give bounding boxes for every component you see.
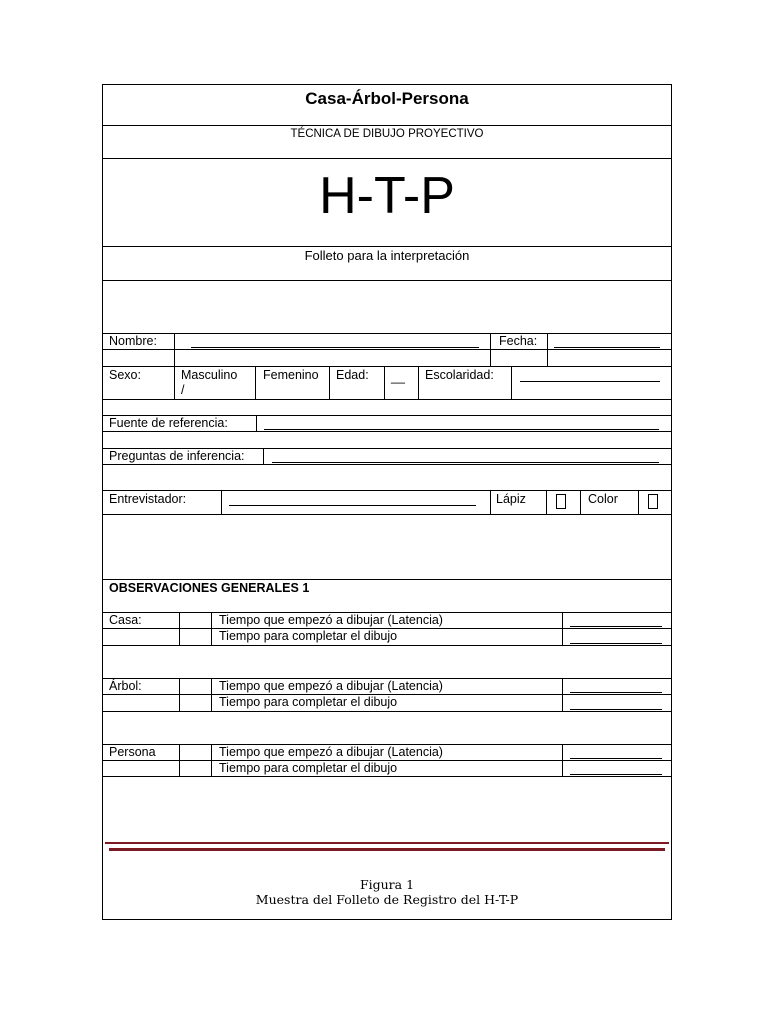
entrevistador-label: Entrevistador: bbox=[109, 492, 187, 506]
casa-complete-label: Tiempo para completar el dibujo bbox=[219, 629, 398, 643]
divider bbox=[103, 349, 671, 350]
arbol-complete-label: Tiempo para completar el dibujo bbox=[219, 695, 398, 709]
nombre-label: Nombre: bbox=[109, 334, 157, 348]
entrevistador-field[interactable] bbox=[229, 505, 476, 506]
divider bbox=[103, 464, 671, 465]
booklet-label: Folleto para la interpretación bbox=[304, 248, 470, 263]
color-label: Color bbox=[588, 492, 618, 506]
divider bbox=[103, 776, 671, 777]
persona-latency-label: Tiempo que empezó a dibujar (Latencia) bbox=[219, 745, 443, 759]
persona-complete-label: Tiempo para completar el dibujo bbox=[219, 761, 398, 775]
persona-latency-field[interactable] bbox=[570, 758, 662, 759]
preguntas-label: Preguntas de inferencia: bbox=[109, 449, 245, 463]
casa-latency-field[interactable] bbox=[570, 626, 662, 627]
casa-complete-field[interactable] bbox=[570, 643, 662, 644]
figure-number: Figura 1 bbox=[359, 877, 415, 892]
divider bbox=[103, 158, 671, 159]
casa-label: Casa: bbox=[109, 613, 142, 627]
divider bbox=[103, 579, 671, 580]
divider bbox=[103, 514, 671, 515]
lapiz-checkbox[interactable] bbox=[556, 494, 566, 509]
lapiz-label: Lápiz bbox=[496, 492, 526, 506]
divider bbox=[103, 333, 671, 334]
divider bbox=[103, 399, 671, 400]
escolaridad-label: Escolaridad: bbox=[425, 368, 494, 382]
divider bbox=[103, 125, 671, 126]
fuente-label: Fuente de referencia: bbox=[109, 416, 228, 430]
nombre-field[interactable] bbox=[191, 347, 479, 348]
fuente-field[interactable] bbox=[264, 429, 659, 430]
preguntas-field[interactable] bbox=[272, 462, 659, 463]
sexo-label: Sexo: bbox=[109, 368, 141, 382]
divider bbox=[103, 366, 671, 367]
persona-complete-field[interactable] bbox=[570, 774, 662, 775]
divider bbox=[103, 246, 671, 247]
escolaridad-field[interactable] bbox=[520, 381, 660, 382]
arbol-latency-field[interactable] bbox=[570, 692, 662, 693]
accent-line-bottom bbox=[109, 848, 665, 851]
arbol-complete-field[interactable] bbox=[570, 709, 662, 710]
arbol-latency-label: Tiempo que empezó a dibujar (Latencia) bbox=[219, 679, 443, 693]
fecha-label: Fecha: bbox=[499, 334, 538, 348]
casa-latency-label: Tiempo que empezó a dibujar (Latencia) bbox=[219, 613, 443, 627]
edad-label: Edad: bbox=[336, 368, 369, 382]
figure-caption: Muestra del Folleto de Registro del H-T-P bbox=[255, 892, 519, 907]
masculino-option[interactable]: Masculino bbox=[181, 368, 238, 382]
divider bbox=[103, 431, 671, 432]
color-checkbox[interactable] bbox=[648, 494, 658, 509]
divider bbox=[103, 490, 671, 491]
accent-line-top bbox=[105, 842, 669, 844]
test-code: H-T-P bbox=[319, 167, 455, 225]
htp-registration-form bbox=[102, 84, 672, 920]
fecha-field[interactable] bbox=[554, 347, 660, 348]
divider bbox=[103, 711, 671, 712]
persona-label: Persona bbox=[109, 745, 156, 759]
divider bbox=[103, 280, 671, 281]
observations-heading: OBSERVACIONES GENERALES 1 bbox=[109, 581, 310, 595]
divider bbox=[103, 645, 671, 646]
arbol-label: Árbol: bbox=[109, 679, 142, 693]
femenino-option[interactable]: Femenino bbox=[263, 368, 319, 382]
form-subtitle: TÉCNICA DE DIBUJO PROYECTIVO bbox=[290, 128, 484, 140]
edad-field[interactable]: __ bbox=[391, 370, 405, 384]
form-title: Casa-Árbol-Persona bbox=[305, 89, 469, 108]
masculino-slash: / bbox=[181, 383, 185, 397]
